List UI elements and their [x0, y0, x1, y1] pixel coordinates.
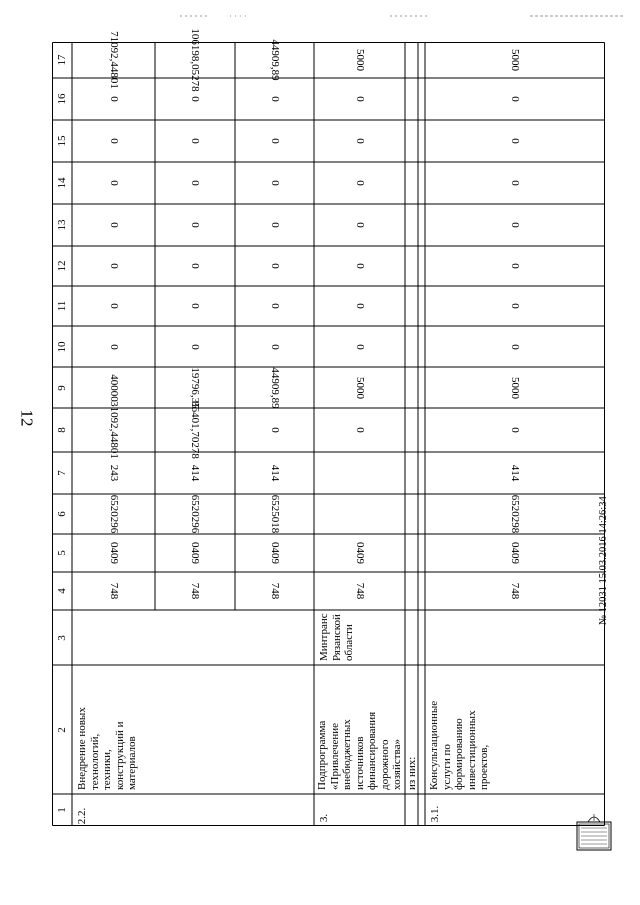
header-cell-9: 9: [56, 384, 68, 391]
row22-sub3-col4: 748: [268, 582, 281, 600]
row3-col4: 748: [353, 582, 366, 600]
header-cell-11: 11: [56, 300, 68, 312]
row22-sub2-col14: 0: [189, 180, 201, 186]
header-cell-14: 14: [56, 177, 68, 189]
row3-col14: 0: [353, 180, 366, 186]
row22-sub1-col12: 0: [107, 263, 120, 269]
row3-col13: 0: [353, 222, 366, 228]
row22-sub1-col8: 31092,44801: [107, 401, 120, 459]
row22-sub1-col6: 6520296: [107, 494, 120, 534]
registry-logo: [575, 812, 613, 852]
registration-footer: № 12031 15.03.2016 14:26:34: [598, 496, 609, 625]
header-cell-10: 10: [56, 341, 68, 352]
header-cell-7: 7: [56, 470, 68, 476]
row3-col15: 0: [353, 138, 366, 144]
row22-sub3-col10: 0: [268, 343, 281, 350]
row31-col5: 0409: [509, 542, 521, 564]
row31-col9: 5000: [509, 376, 521, 399]
row31-col17: 5000: [509, 49, 521, 71]
row22-sub3-col17: 44909,89: [268, 39, 281, 81]
row22-sub2-col17: 106198,05278: [189, 28, 201, 92]
row22-sub1-col9: 40000: [107, 373, 120, 402]
header-cell-5: 5: [56, 550, 68, 556]
header-cell-8: 8: [56, 427, 68, 433]
row3-col8: 0: [353, 427, 366, 433]
row3-name: Подпрограмма «Привлечение внебюджетных источников финансирования дорожного хозяйства»: [316, 711, 403, 790]
row3-col9: 5000: [353, 376, 366, 399]
row31-col13: 0: [509, 222, 521, 228]
row22-sub3-col9: 44909,89: [268, 366, 281, 409]
row31-col6: 6520298: [509, 494, 521, 534]
row3-number: 3.: [318, 813, 330, 823]
header-cell-1: 1: [56, 807, 68, 813]
row31-col12: 0: [509, 263, 521, 269]
row22-sub2-col7: 414: [189, 464, 201, 482]
row22-sub1-col4: 748: [107, 582, 120, 600]
row31-col15: 0: [509, 138, 521, 144]
row22-sub1-col15: 0: [107, 138, 120, 144]
row22-sub1-col17: 71092,44801: [107, 31, 120, 89]
row22-sub3-col6: 6525018: [268, 494, 281, 534]
row22-sub2-col5: 0409: [189, 542, 201, 564]
header-cell-16: 16: [56, 93, 68, 105]
row3-col16: 0: [353, 96, 366, 102]
header-cell-3: 3: [56, 634, 68, 641]
row31-col7: 414: [509, 464, 521, 482]
row22-sub2-col11: 0: [189, 303, 201, 309]
row3-col5: 0409: [353, 542, 366, 564]
header-cell-13: 13: [56, 219, 68, 231]
row31-col11: 0: [509, 303, 521, 309]
header-cell-4: 4: [56, 588, 68, 594]
row3-col17: 5000: [353, 49, 366, 71]
row31-col14: 0: [509, 180, 521, 186]
header-cell-15: 15: [56, 135, 68, 147]
row22-sub2-col4: 748: [189, 582, 201, 600]
row31-number: 3.1.: [429, 805, 441, 823]
row3-organization: Минтранс Рязанской области: [318, 613, 355, 661]
row31-col10: 0: [509, 343, 521, 350]
row3-col12: 0: [353, 263, 366, 269]
row22-sub1-col10: 0: [107, 343, 120, 350]
scan-marks: [170, 6, 630, 12]
row22-sub1-col7: 243: [107, 464, 120, 482]
row22-sub2-col16: 0: [189, 96, 201, 102]
row22-sub2-col13: 0: [189, 222, 201, 228]
row22-sub2-col6: 6520296: [189, 494, 201, 534]
row22-sub3-col15: 0: [268, 138, 281, 144]
header-cell-12: 12: [56, 260, 68, 272]
row22-sub1-col5: 0409: [107, 542, 120, 564]
row22-sub3-col8: 0: [268, 427, 281, 433]
row22-sub1-col13: 0: [107, 222, 120, 228]
row22-name: Внедрение новых технологий, техники, конструкций и материалов: [76, 707, 138, 790]
row22-sub3-col5: 0409: [268, 542, 281, 564]
row22-sub2-col15: 0: [189, 138, 201, 144]
row3-col10: 0: [353, 343, 366, 350]
row31-name: Консультационные услуги по формированию инвестиционных проектов,: [428, 700, 490, 790]
row22-number: 2.2.: [76, 807, 88, 825]
row22-sub3-col14: 0: [268, 180, 281, 186]
data-table: [52, 28, 605, 826]
row22-sub2-col10: 0: [189, 343, 201, 350]
row3-col11: 0: [353, 303, 366, 309]
row22-sub3-col7: 414: [268, 464, 281, 482]
row22-sub1-col11: 0: [107, 303, 120, 309]
row31-col4: 748: [509, 582, 521, 600]
page-number: 12: [17, 409, 37, 427]
row22-sub3-col13: 0: [268, 222, 281, 228]
row31-col16: 0: [509, 96, 521, 102]
row22-sub3-col12: 0: [268, 263, 281, 269]
row22-sub1-col16: 0: [107, 96, 120, 102]
row22-sub2-col8: 86401,70278: [189, 401, 201, 459]
header-cell-2: 2: [56, 726, 68, 733]
row22-sub3-col11: 0: [268, 303, 281, 309]
ministry-seal-icon: [575, 812, 613, 852]
row22-sub2-col9: 19796,35: [189, 366, 201, 409]
row22-sub1-col14: 0: [107, 180, 120, 186]
header-cell-6: 6: [56, 511, 68, 517]
row22-sub2-col12: 0: [189, 263, 201, 269]
header-cell-17: 17: [56, 54, 68, 66]
from-them-label: из них:: [406, 756, 418, 790]
row22-sub3-col16: 0: [268, 96, 281, 102]
row31-col8: 0: [509, 427, 521, 433]
